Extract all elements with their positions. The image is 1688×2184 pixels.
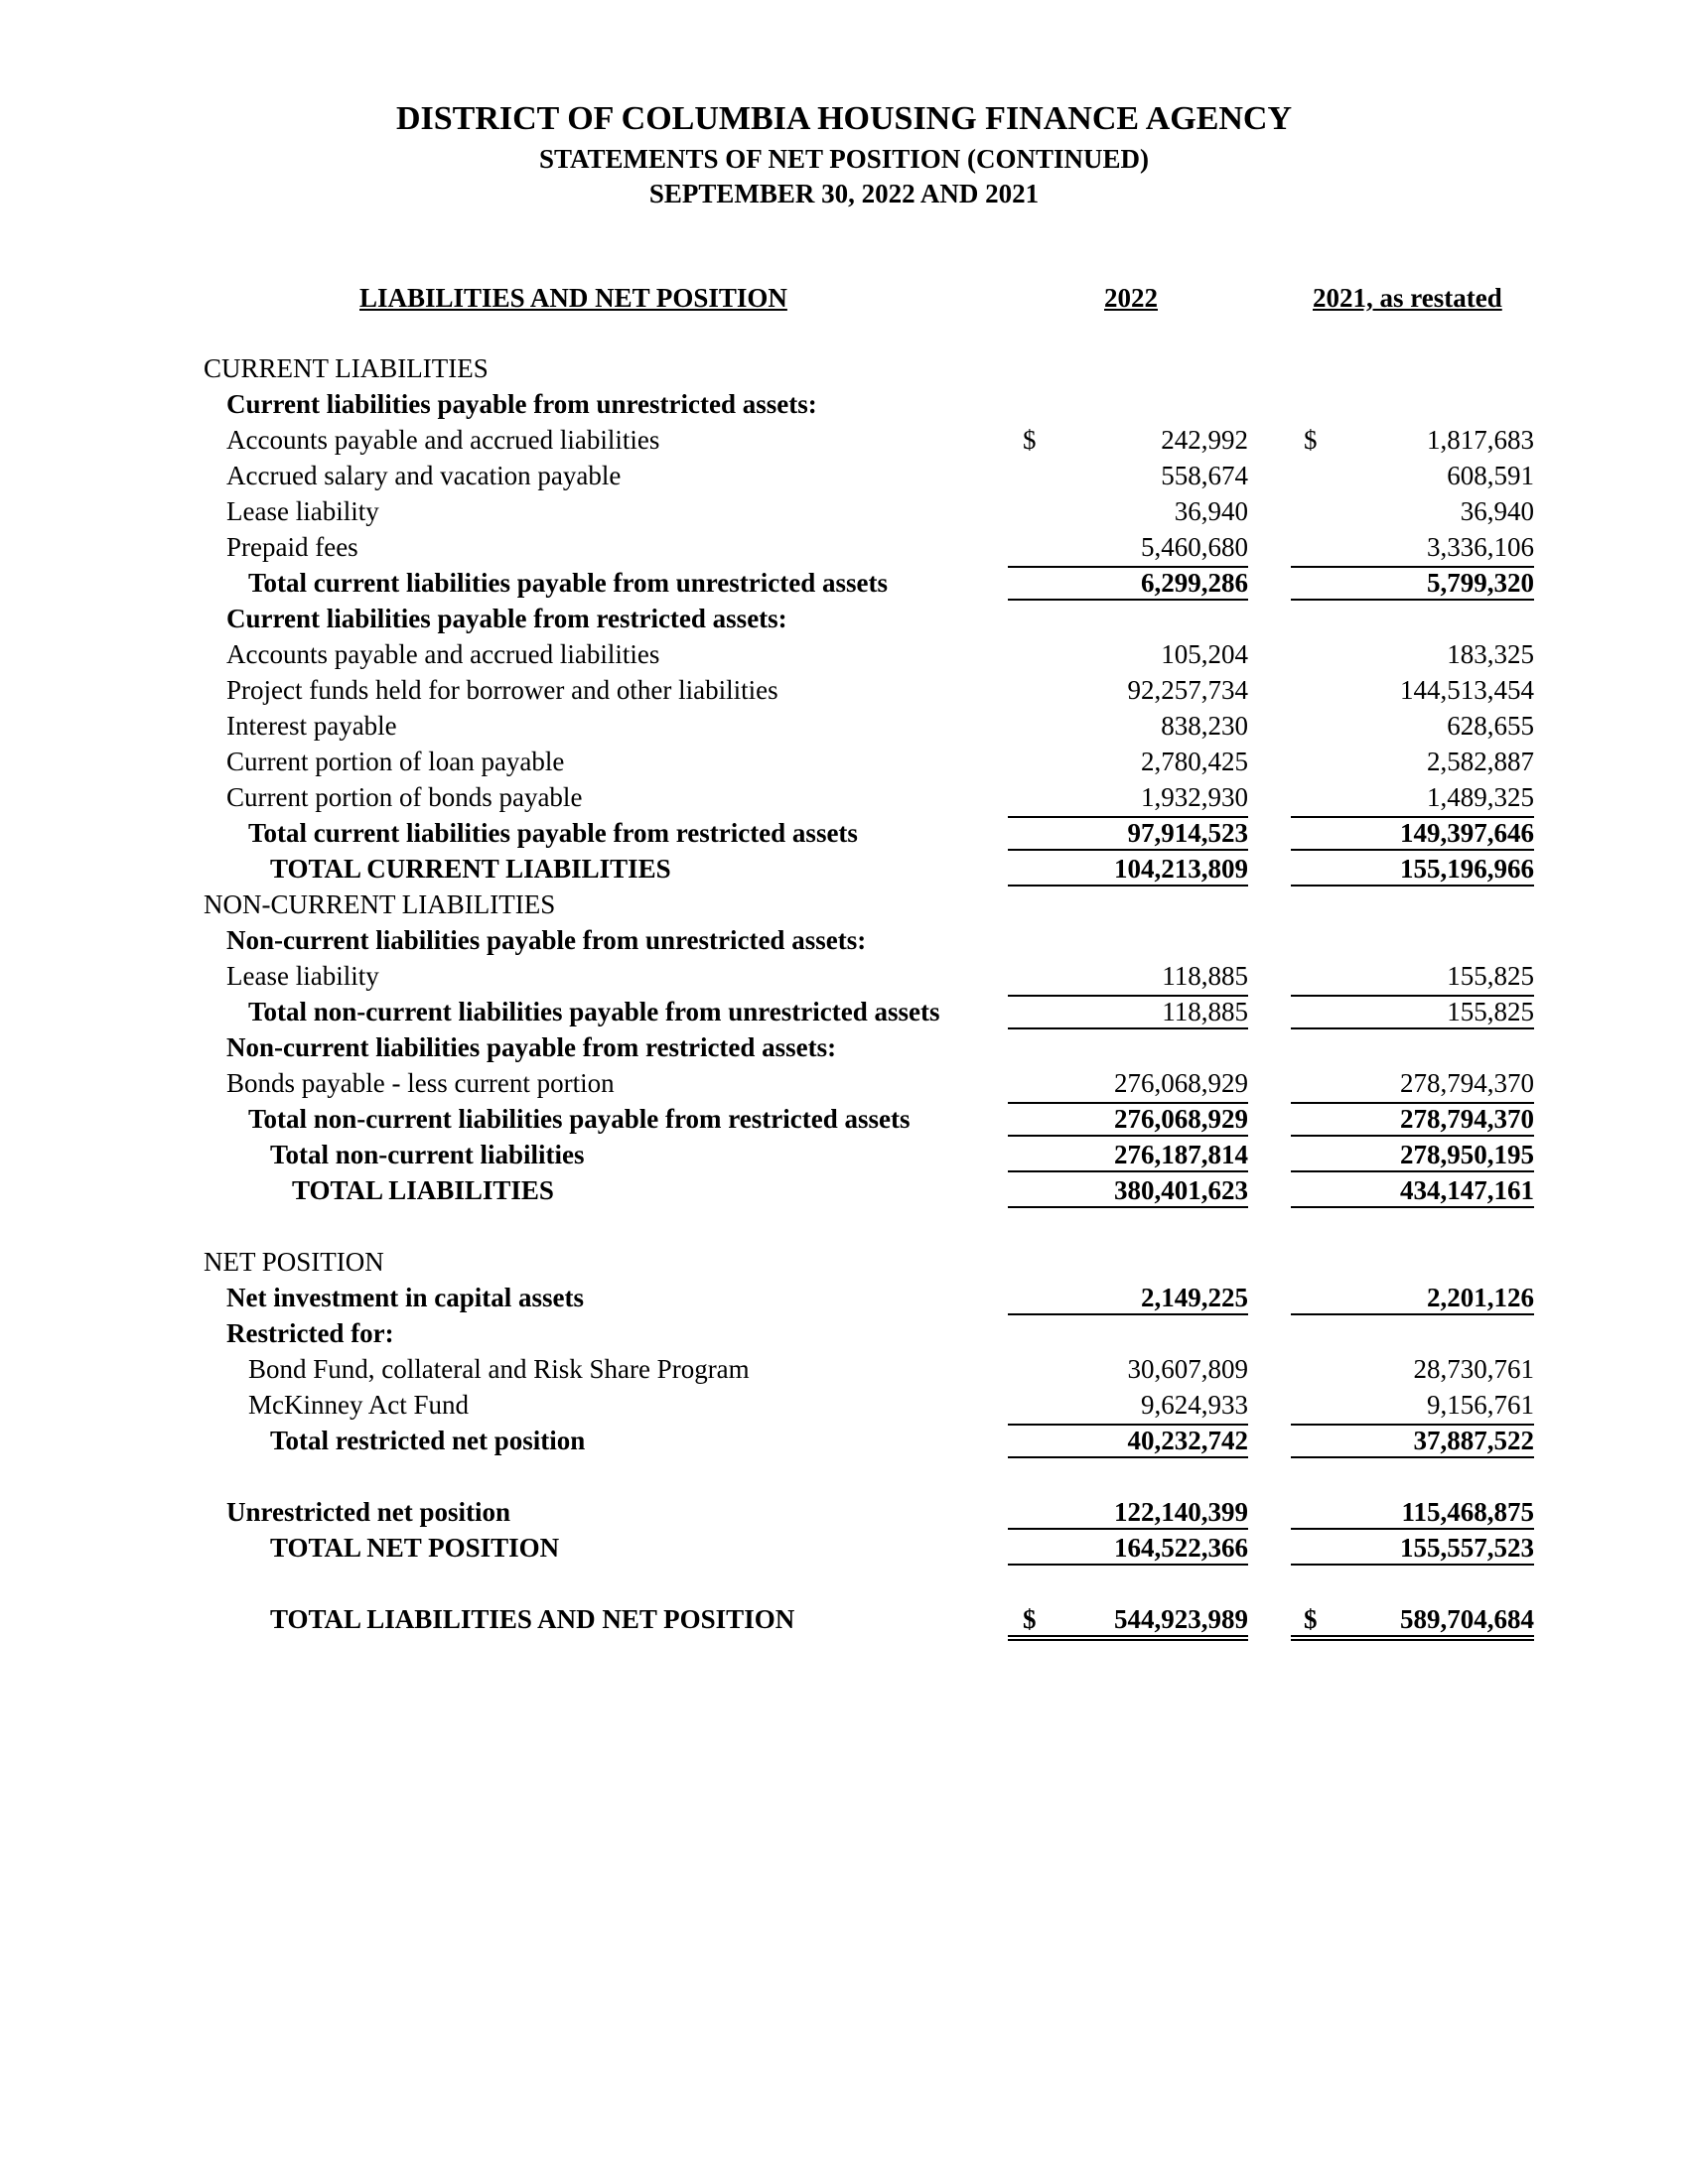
amount-2022: 544,923,989 [1008,1604,1248,1641]
amount-2021: 1,489,325 [1427,782,1534,812]
table-row [0,959,1688,995]
organization-title: DISTRICT OF COLUMBIA HOUSING FINANCE AGENCY [395,100,1293,137]
amount-2021: 608,591 [1447,461,1534,490]
amount-2021: 183,325 [1447,639,1534,669]
table-row [0,1388,1688,1424]
row-label: TOTAL CURRENT LIABILITIES [270,854,671,884]
amount-2021: 278,950,195 [1291,1140,1534,1172]
amount-2021: 144,513,454 [1400,675,1534,705]
row-label: Prepaid fees [226,532,358,562]
amount-2022: 118,885 [1008,995,1248,1029]
row-label: NET POSITION [204,1247,384,1277]
total-row [0,852,1688,887]
amount-2022: 36,940 [1174,496,1248,526]
table-row [0,423,1688,459]
row-label: Lease liability [226,496,379,526]
amount-2021: 628,655 [1447,711,1534,741]
amount-2022: 558,674 [1161,461,1248,490]
total-row [0,1531,1688,1567]
amount-2022: 5,460,680 [1141,532,1248,562]
table-row [0,780,1688,816]
subtotal-row [0,816,1688,852]
row-label: Project funds held for borrower and other liabilities [226,675,778,705]
row-label: Unrestricted net position [226,1497,510,1527]
amount-2022: 164,522,366 [1008,1533,1248,1566]
amount-2022: 9,624,933 [1141,1390,1248,1420]
table-row [0,745,1688,780]
subtotal-row [0,1102,1688,1138]
currency-symbol: $ [1023,425,1037,455]
amount-2022: 30,607,809 [1127,1354,1248,1384]
amount-2021: 2,201,126 [1291,1283,1534,1315]
total-row [0,1138,1688,1173]
amount-2022: 118,885 [1162,961,1248,991]
row-label: Net investment in capital assets [226,1283,584,1312]
subtotal-row [0,995,1688,1030]
amount-2021: 115,468,875 [1291,1497,1534,1530]
amount-2021: 36,940 [1460,496,1534,526]
row-label: Total non-current liabilities [270,1140,585,1169]
row-label: McKinney Act Fund [248,1390,469,1420]
column-header-2021: 2021, as restated [1313,283,1502,313]
statement-date: SEPTEMBER 30, 2022 AND 2021 [648,179,1040,208]
row-label: TOTAL LIABILITIES AND NET POSITION [270,1604,795,1634]
table-row [0,1066,1688,1102]
subheading-current-restricted [0,602,1688,637]
table-row [0,459,1688,494]
amount-2021: 434,147,161 [1291,1175,1534,1208]
amount-2022: 276,068,929 [1114,1068,1248,1098]
table-row [0,1495,1688,1531]
amount-2021: 278,794,370 [1291,1102,1534,1137]
row-label: Lease liability [226,961,379,991]
total-row [0,1173,1688,1209]
amount-2022: 2,780,425 [1141,747,1248,776]
row-label: Total current liabilities payable from unrestricted assets [248,568,888,598]
table-row [0,1352,1688,1388]
table-row [0,637,1688,673]
row-label: CURRENT LIABILITIES [204,353,489,383]
row-label: Accounts payable and accrued liabilities [226,425,660,455]
row-label: TOTAL NET POSITION [270,1533,560,1563]
table-row [0,709,1688,745]
row-label: Current portion of bonds payable [226,782,583,812]
row-label: Total current liabilities payable from restricted assets [248,818,858,848]
row-label: Total non-current liabilities payable from unrestricted assets [248,997,940,1026]
currency-symbol: $ [1304,1604,1318,1634]
amount-2022: 122,140,399 [1008,1497,1248,1530]
amount-2021: 589,704,684 [1291,1604,1534,1641]
amount-2022: 105,204 [1161,639,1248,669]
amount-2022: 276,187,814 [1008,1140,1248,1172]
amount-2021: 5,799,320 [1291,566,1534,601]
section-heading-non-current-liabilities [0,887,1688,923]
amount-2021: 1,817,683 [1427,425,1534,455]
subtotal-row [0,566,1688,602]
amount-2022: 97,914,523 [1008,816,1248,851]
row-label: Interest payable [226,711,397,741]
subheading-non-current-unrestricted [0,923,1688,959]
row-label: Non-current liabilities payable from restricted assets: [226,1032,837,1062]
amount-2022: 92,257,734 [1127,675,1248,705]
currency-symbol: $ [1304,425,1318,455]
row-label: TOTAL LIABILITIES [292,1175,554,1205]
row-label: Total restricted net position [270,1426,586,1455]
subheading-restricted-for [0,1316,1688,1352]
row-label: Bond Fund, collateral and Risk Share Program [248,1354,750,1384]
row-label: Current portion of loan payable [226,747,565,776]
amount-2022: 242,992 [1161,425,1248,455]
row-label: Non-current liabilities payable from unrestricted assets: [226,925,867,955]
amount-2022: 40,232,742 [1008,1424,1248,1458]
amount-2021: 28,730,761 [1413,1354,1534,1384]
amount-2021: 155,825 [1447,961,1534,991]
row-label: Current liabilities payable from unrestricted assets: [226,389,817,419]
statement-title: STATEMENTS OF NET POSITION (CONTINUED) [538,144,1150,174]
table-row [0,494,1688,530]
currency-symbol: $ [1023,1604,1037,1634]
section-heading-current-liabilities [0,351,1688,387]
row-label: Accrued salary and vacation payable [226,461,622,490]
amount-2021: 155,196,966 [1291,854,1534,887]
amount-2021: 3,336,106 [1427,532,1534,562]
table-row [0,673,1688,709]
subtotal-row [0,1424,1688,1459]
subheading-current-unrestricted [0,387,1688,423]
amount-2022: 380,401,623 [1008,1175,1248,1208]
row-label: Total non-current liabilities payable from restricted assets [248,1104,911,1134]
amount-2021: 149,397,646 [1291,816,1534,851]
amount-2021: 155,557,523 [1291,1533,1534,1566]
amount-2021: 37,887,522 [1291,1424,1534,1458]
amount-2021: 278,794,370 [1400,1068,1534,1098]
amount-2022: 276,068,929 [1008,1102,1248,1137]
amount-2021: 155,825 [1291,995,1534,1029]
section-heading-net-position [0,1245,1688,1281]
grand-total-row [0,1602,1688,1638]
amount-2021: 2,582,887 [1427,747,1534,776]
amount-2021: 9,156,761 [1427,1390,1534,1420]
row-label: Restricted for: [226,1318,394,1348]
table-row [0,530,1688,566]
row-label: Current liabilities payable from restricted assets: [226,604,787,633]
row-label: Accounts payable and accrued liabilities [226,639,660,669]
subheading-non-current-restricted [0,1030,1688,1066]
amount-2022: 838,230 [1161,711,1248,741]
row-label: Bonds payable - less current portion [226,1068,615,1098]
column-header-label: LIABILITIES AND NET POSITION [359,283,787,313]
amount-2022: 2,149,225 [1008,1283,1248,1315]
amount-2022: 1,932,930 [1141,782,1248,812]
amount-2022: 104,213,809 [1008,854,1248,887]
column-header-2022: 2022 [1104,283,1158,313]
table-row [0,1281,1688,1316]
row-label: NON-CURRENT LIABILITIES [204,889,556,919]
amount-2022: 6,299,286 [1008,566,1248,601]
